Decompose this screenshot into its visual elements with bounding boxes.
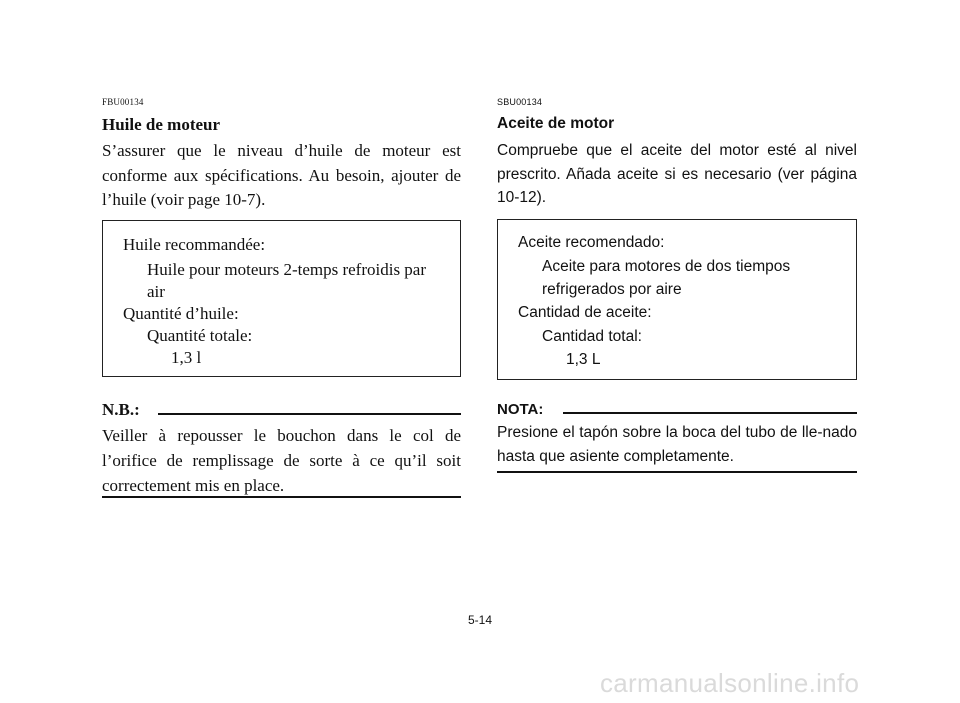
recommended-oil-value: Aceite para motores de dos tiempos	[542, 258, 791, 275]
total-quantity-label: Cantidad total:	[542, 328, 642, 345]
note-body: Presione el tapón sobre la boca del tubo de lle-nado hasta que asiente completamente.	[497, 424, 857, 465]
specification-box	[497, 219, 857, 380]
recommended-oil-value: Huile pour moteurs 2-temps refroidis par	[147, 260, 427, 279]
oil-quantity-label: Quantité d’huile:	[123, 304, 239, 323]
note-bottom-rule	[102, 496, 461, 498]
note-top-rule	[158, 413, 461, 415]
page-number: 5-14	[467, 613, 493, 627]
section-heading: Huile de moteur	[102, 115, 221, 134]
section-code: FBU00134	[102, 97, 144, 107]
recommended-oil-value-continued: air	[147, 282, 165, 301]
recommended-oil-label: Huile recommandée:	[123, 235, 266, 254]
recommended-oil-value-continued: refrigerados por aire	[542, 281, 682, 298]
section-body: Compruebe que el aceite del motor esté al nivel prescrito. Añada aceite si es necesario (ver página 10-12).	[497, 142, 857, 206]
note-label: N.B.:	[102, 400, 140, 419]
note-top-rule	[563, 412, 857, 414]
specification-box	[102, 220, 461, 377]
recommended-oil-label: Aceite recomendado:	[518, 234, 665, 251]
section-code: SBU00134	[497, 97, 543, 107]
total-quantity-value: 1,3 L	[566, 351, 601, 368]
oil-quantity-label: Cantidad de aceite:	[518, 304, 652, 321]
note-label: NOTA:	[497, 401, 544, 418]
note-bottom-rule	[497, 471, 857, 473]
total-quantity-label: Quantité totale:	[147, 326, 253, 345]
section-heading: Aceite de motor	[497, 115, 615, 132]
section-body: S’assurer que le niveau d’huile de moteur est conforme aux spécifications. Au besoin, ajouter de l’huile (voir page 10-7).	[102, 141, 461, 209]
watermark: carmanualsonline.info	[600, 668, 860, 698]
total-quantity-value: 1,3 l	[171, 348, 202, 367]
note-body: Veiller à repousser le bouchon dans le col de l’orifice de remplissage de sorte à ce qu’il soit correctement mis en place.	[102, 426, 461, 495]
